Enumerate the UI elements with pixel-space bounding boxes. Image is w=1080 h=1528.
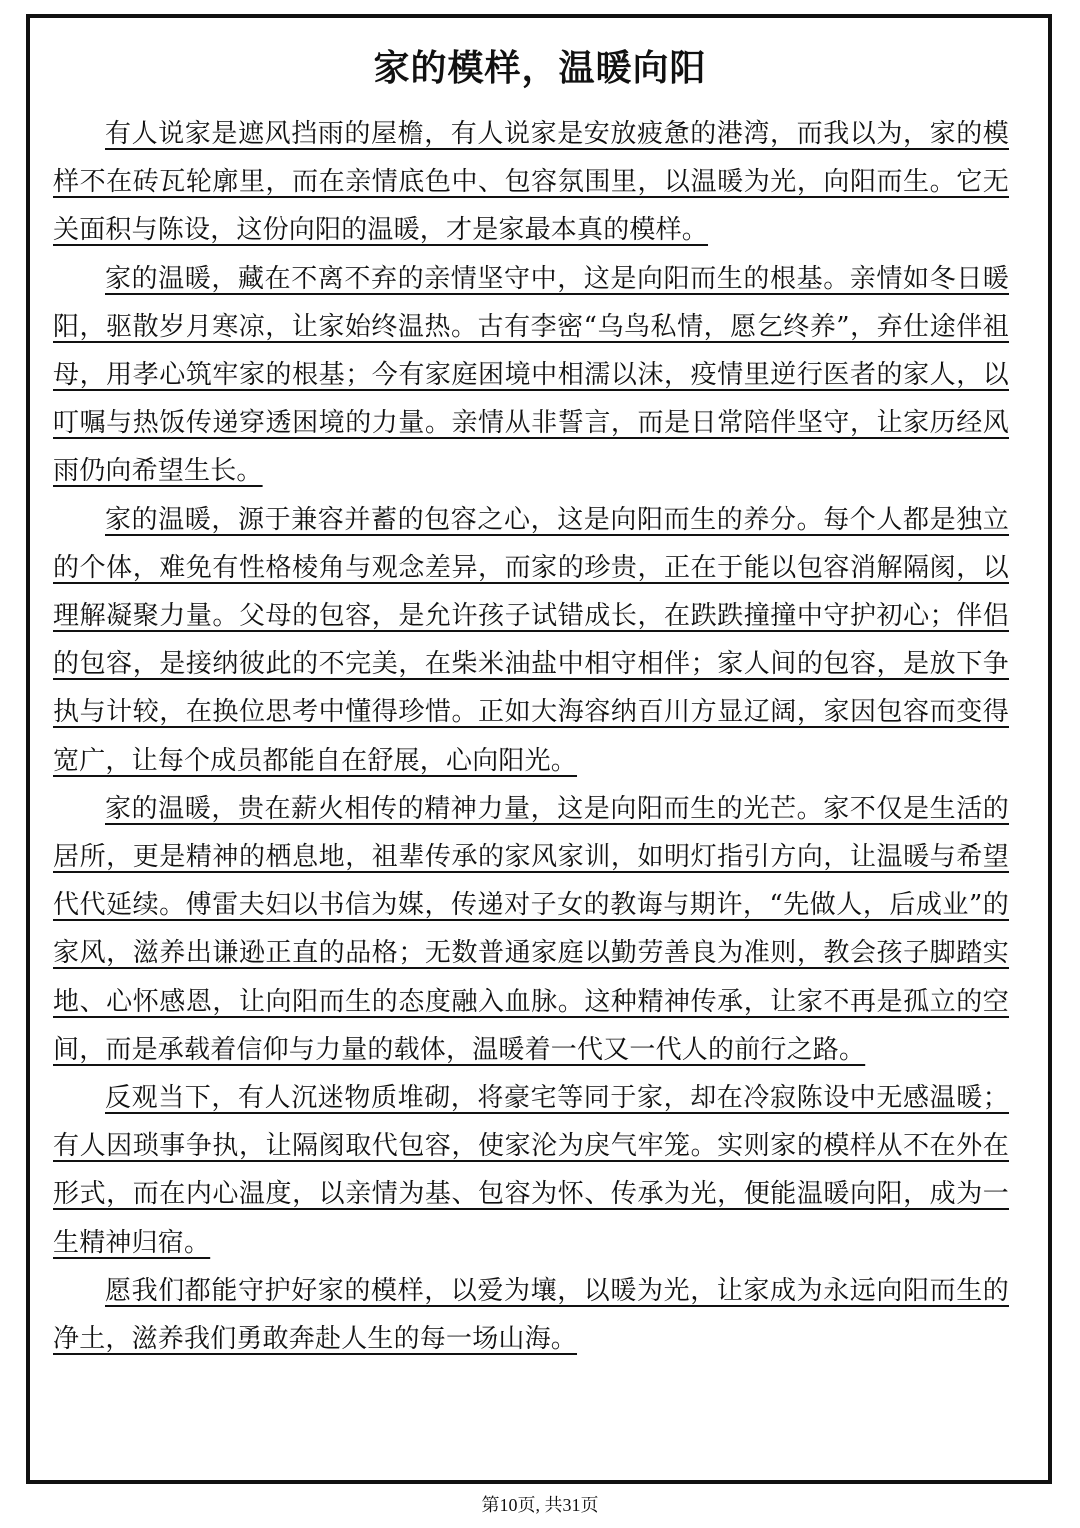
paragraph-text: 家的温暖，贵在薪火相传的精神力量，这是向阳而生的光芒。家不仅是生活的居所，更是精神的栖息地，祖辈传承的家风家训，如明灯指引方向，让温暖与希望代代延续。傅雷夫妇以书信为媒，传递对子女的教诲与期许，“先做人，后成业”的家风，滋养出谦逊正直的品格；无数普通家庭以勤劳善良为准则，教会孩子脚踏实地、心怀感恩，让向阳而生的态度融入血脉。这种精神传承，让家不再是孤立的空间，而是承载着信仰与力量的载体，温暖着一代又一代人的前行之路。 xyxy=(53,793,1009,1065)
paragraph xyxy=(53,110,1009,255)
paragraph-text: 愿我们都能守护好家的模样，以爱为壤，以暖为光，让家成为永远向阳而生的净土，滋养我们勇敢奔赴人生的每一场山海。 xyxy=(53,1275,1009,1355)
paragraph xyxy=(53,785,1009,1074)
page-number: 第10页, 共31页 xyxy=(481,1495,599,1515)
paragraph-text: 家的温暖，源于兼容并蓄的包容之心，这是向阳而生的养分。每个人都是独立的个体，难免有性格棱角与观念差异，而家的珍贵，正在于能以包容消解隔阂，以理解凝聚力量。父母的包容，是允许孩子试错成长，在跌跌撞撞中守护初心；伴侣的包容，是接纳彼此的不完美，在柴米油盐中相守相伴；家人间的包容，是放下争执与计较，在换位思考中懂得珍惜。正如大海容纳百川方显辽阔，家因包容而变得宽广，让每个成员都能自在舒展，心向阳光。 xyxy=(53,504,1009,776)
essay-title: 家的模样，温暖向阳 xyxy=(373,48,707,89)
paragraph xyxy=(53,1074,1009,1267)
paragraph-text: 有人说家是遮风挡雨的屋檐，有人说家是安放疲惫的港湾，而我以为，家的模样不在砖瓦轮廓里，而在亲情底色中、包容氛围里，以温暖为光，向阳而生。它无关面积与陈设，这份向阳的温暖，才是家最本真的模样。 xyxy=(53,119,1009,246)
essay-body xyxy=(53,110,1009,1363)
paragraph xyxy=(53,255,1009,496)
paragraph xyxy=(53,496,1009,785)
paragraph-text: 反观当下，有人沉迷物质堆砌，将豪宅等同于家，却在冷寂陈设中无感温暖；有人因琐事争执，让隔阂取代包容，使家沦为戾气牢笼。实则家的模样从不在外在形式，而在内心温度，以亲情为基、包容为怀、传承为光，便能温暖向阳，成为一生精神归宿。 xyxy=(53,1083,1009,1258)
paragraph xyxy=(53,1267,1009,1363)
paragraph-text: 家的温暖，藏在不离不弃的亲情坚守中，这是向阳而生的根基。亲情如冬日暖阳，驱散岁月寒凉，让家始终温热。古有李密“乌鸟私情，愿乞终养”，弃仕途伴祖母，用孝心筑牢家的根基；今有家庭困境中相濡以沫，疫情里逆行医者的家人，以叮嘱与热饭传递穿透困境的力量。亲情从非誓言，而是日常陪伴坚守，让家历经风雨仍向希望生长。 xyxy=(53,263,1009,487)
